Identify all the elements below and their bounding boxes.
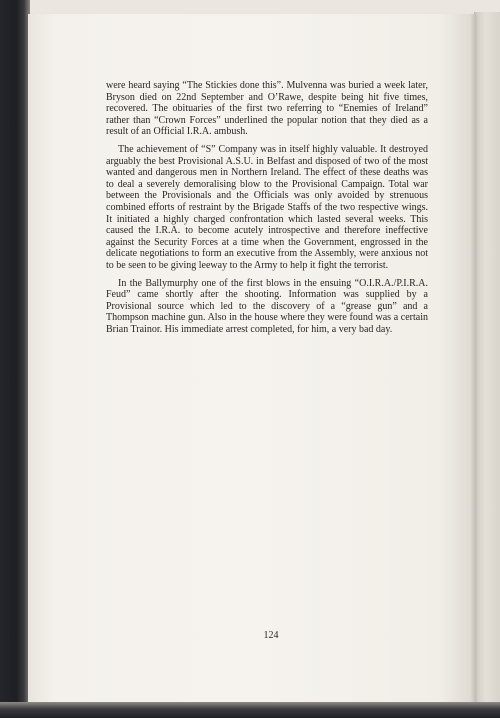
page-number: 124 [263,630,279,641]
paragraph-1: were heard saying “The Stickies done this”. Mulvenna was buried a week later, Bryson died on 22nd September and O’Rawe, despite being hit five times, recovered. The obituaries of the first two referring to “Enemies of Ireland” rather than “Crown Forces” underlined the popular notion that they died as a result of an Official I.R.A. ambush. [106,80,428,138]
book-cover-edge [0,0,30,718]
paragraph-3: In the Ballymurphy one of the first blows in the ensuing “O.I.R.A./P.I.R.A. Feud” came shortly after the shooting. Information was supplied by a Provisional source which led to the discovery of a “grease gun” and a Thompson machine gun. Also in the house where they were found was a certain Brian Trainor. His immediate arrest completed, for him, a very bad day. [106,277,428,335]
body-text [106,80,428,341]
book-cover-bottom-edge [0,702,500,718]
paragraph-2: The achievement of “S” Company was in itself highly valuable. It destroyed arguably the best Provisional A.S.U. in Belfast and disposed of two of the most wanted and dangerous men in Northern Ireland. The effect of these deaths was to deal a severely demoralising blow to the Provisional Campaign. Total war between the Provisionals and the Officials was only avoided by strenuous combined efforts of restraint by the Brigade Staffs of the two respective wings. It initiated a highly charged confrontation which lasted several weeks. This caused the I.R.A. to become acutely introspective and therefore ineffective against the Security Forces at a time when the Government, engrossed in the delicate negotiations to form an executive from the Assembly, were anxious not to be seen to be giving leeway to the Army to help it fight the terrorist. [106,143,428,271]
adjacent-page-edge [474,12,500,704]
page-fold-shadow [470,14,476,704]
